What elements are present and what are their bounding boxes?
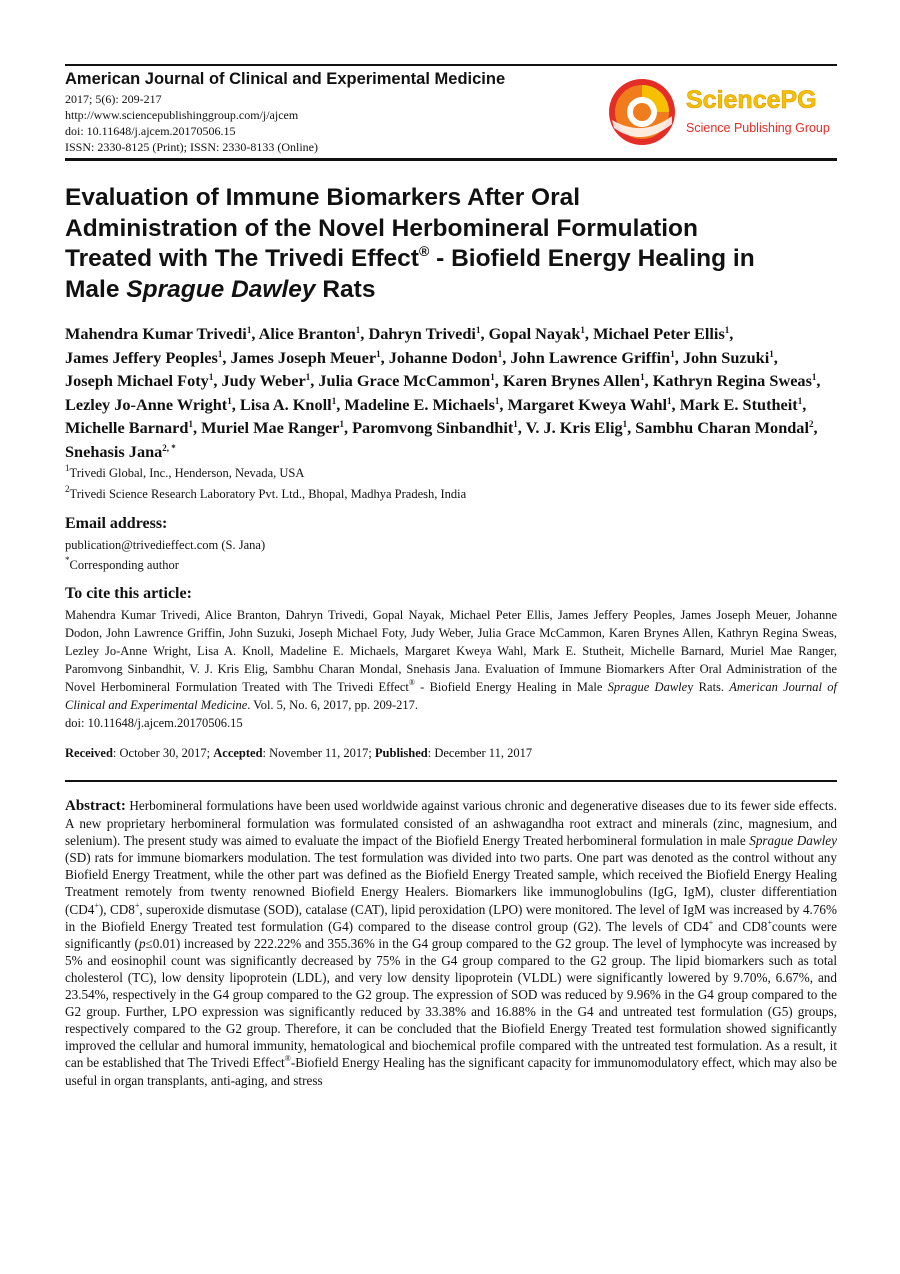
author-name: Michael Peter Ellis$^1$ (593, 324, 730, 343)
author-name: Snehasis Jana$^{2, *}$ (65, 441, 176, 461)
author-name: Margaret Kweya Wahl$^1$ (507, 394, 672, 414)
abstract: Abstract: Herbomineral formulations have been used worldwide against various chronic and degenerative diseases due to its fewer side effects. A new proprietary herbomineral formulation was formulated consisted of an ashwagandha root extract and minerals (zinc, magnesium, and selenium). The present study was aimed to evaluate the impact of the Biofield Energy Treated herbomineral formulation in male Sprague Dawley (SD) rats for immune biomarkers modulation. The test formulation was divided into two parts. One part was denoted as the control without any Biofield Energy Treatment, while the other part was defined as the Biofield Energy Treated sample, which received the Biofield Energy Healing Treatment remotely from twenty renowned Biofield Energy Healers. Biomarkers like immunoglobulins (IgG, IgM), cluster differentiation (CD4+), CD8+, superoxide dismutase (SOD), catalase (CAT), lipid peroxidation (LPO) were monitored. The level of IgM was increased by 4.76% in the Biofield Energy Treated test formulation (G4) compared to the disease control group (G2). The levels of CD4+ and CD8+counts were significantly (p≤0.01) increased by 222.22% and 355.36% in the G4 group compared to the G2 group. The level of lymphocyte was increased by 5% and eosinophil count was significantly decreased by 75% in the G4 group compared to the G2 group. The lipid biomarkers such as total cholesterol (TC), low density lipoprotein (LDL), and very low density lipoprotein (VLDL) were significantly lowered by 9.70%, 6.67%, and 23.54%, respectively in the G4 group compared to the G2 group. The expression of SOD was reduced by 9.96% in the G4 group compared to the G2 group. Further, LPO expression was significantly reduced by 33.38% and 16.88% in the G4 and untreated test formulation (G5) groups, respectively compared to the G2 group. Therefore, it can be concluded that the Biofield Energy Treated test formulation showed significantly improved the cellular and humoral immunity, hematological and biochemical profile compared with the untreated test formulation. As a result, it can be established that The Trivedi Effect®-Biofield Energy Healing has the significant capacity for immunomodulatory effect, which may also be useful in organ transplants, anti-aging, and stress (65, 798, 838, 1088)
logo-wordmark: SciencePG (686, 86, 817, 114)
journal-meta (65, 91, 318, 155)
author-name: John Lawrence Griffin$^1$ (510, 347, 675, 367)
author-name: Kathryn Regina Sweas$^1$ (652, 371, 817, 390)
author-name: Mahendra Kumar Trivedi$^1$ (65, 324, 252, 343)
logo-tagline: Science Publishing Group (686, 121, 830, 135)
affiliation-2: $^2$Trivedi Science Research Laboratory Pvt. Ltd., Bhopal, Madhya Pradesh, India (65, 484, 467, 501)
author-name: Judy Weber$^1$ (221, 371, 311, 390)
journal-url[interactable]: http://www.sciencepublishinggroup.com/j/ajcem (65, 108, 299, 122)
sciencepg-logo (606, 76, 838, 152)
article-title: Evaluation of Immune Biomarkers After Oral Administration of the Novel Herbomineral Formulation Treated with The Trivedi Effect® - Biofield Energy Healing in Male Sprague Dawley Rats (65, 184, 755, 303)
author-name: Sambhu Charan Mondal$^2$ (635, 418, 814, 437)
email-heading: Email address: (65, 515, 168, 532)
header-top-rule (65, 64, 837, 66)
author-name: Julia Grace McCammon$^1$ (318, 371, 495, 390)
author-name: Johanne Dodon$^1$ (388, 347, 503, 367)
author-name: Gopal Nayak$^1$ (488, 324, 585, 343)
author-name: Michelle Barnard$^1$ (65, 418, 193, 437)
corresponding-note: *Corresponding author (65, 555, 179, 572)
author-name: Lezley Jo-Anne Wright$^1$ (65, 394, 232, 414)
abstract-label: Abstract: (65, 798, 126, 814)
author-name: Lisa A. Knoll$^1$ (239, 394, 337, 414)
citation-doi[interactable]: doi: 10.11648/j.ajcem.20170506.15 (65, 716, 243, 730)
author-name: Mark E. Stutheit$^1$ (679, 394, 803, 414)
author-name: John Suzuki$^1$ (682, 347, 774, 367)
citation-text: Mahendra Kumar Trivedi, Alice Branton, Dahryn Trivedi, Gopal Nayak, Michael Peter Ellis, James Jeffery Peoples, James Joseph Meuer, Johanne Dodon, John Lawrence Griffin, John Suzuki, Joseph Michael Foty, Judy Weber, Julia Grace McCammon, Karen Brynes Allen, Kathryn Regina Sweas, Lezley Jo-Anne Wright, Lisa A. Knoll, Madeline E. Michaels, Margaret Kweya Wahl, Mark E. Stutheit, Michelle Barnard, Muriel Mae Ranger, Paromvong Sinbandhit, V. J. Kris Elig, Sambhu Charan Mondal, Snehasis Jana. Evaluation of Immune Biomarkers After Oral Administration of the Novel Herbomineral Formulation Treated with The Trivedi Effect® - Biofield Energy Healing in Male Sprague Dawley Rats. American Journal of Clinical and Experimental Medicine. Vol. 5, No. 6, 2017, pp. 209-217. doi: 10.11648/j.ajcem.20170506.15 (65, 608, 837, 730)
journal-name: American Journal of Clinical and Experimental Medicine (65, 70, 506, 88)
author-name: Madeline E. Michaels$^1$ (344, 394, 500, 414)
affiliation-1: $^1$Trivedi Global, Inc., Henderson, Nevada, USA (65, 463, 305, 480)
journal-issue: 2017; 5(6): 209-217 (65, 92, 162, 106)
email-block (65, 535, 265, 575)
author-name: James Joseph Meuer$^1$ (230, 347, 381, 367)
dates-rule (65, 780, 837, 782)
author-name: Karen Brynes Allen$^1$ (502, 371, 645, 390)
author-name: V. J. Kris Elig$^1$ (525, 418, 628, 437)
author-name: James Jeffery Peoples$^1$ (65, 347, 223, 367)
author-name: Muriel Mae Ranger$^1$ (201, 418, 344, 437)
email-address[interactable]: publication@trivedieffect.com (S. Jana) (65, 538, 266, 552)
author-list: Mahendra Kumar Trivedi$^1$, Alice Branton$^1$, Dahryn Trivedi$^1$, Gopal Nayak$^1$, Michael Peter Ellis$^1$, James Jeffery Peoples$^1$, James Joseph Meuer$^1$, Johanne Dodon$^1$, John Lawrence Griffin$^1$, John Suzuki$^1$, Joseph Michael Foty$^1$, Judy Weber$^1$, Julia Grace McCammon$^1$, Karen Brynes Allen$^1$, Kathryn Regina Sweas$^1$, Lezley Jo-Anne Wright$^1$, Lisa A. Knoll$^1$, Madeline E. Michaels$^1$, Margaret Kweya Wahl$^1$, Mark E. Stutheit$^1$, Michelle Barnard$^1$, Muriel Mae Ranger$^1$, Paromvong Sinbandhit$^1$, V. J. Kris Elig$^1$, Sambhu Charan Mondal$^2$, Snehasis Jana$^{2, *}$ (65, 324, 821, 461)
sciencepg-emblem-icon (609, 79, 675, 145)
cite-heading: To cite this article: (65, 585, 192, 602)
author-name: Dahryn Trivedi$^1$ (368, 324, 481, 343)
header-bottom-rule (65, 158, 837, 161)
author-name: Joseph Michael Foty$^1$ (65, 371, 214, 390)
author-name: Paromvong Sinbandhit$^1$ (352, 418, 518, 437)
author-name: Alice Branton$^1$ (258, 324, 361, 343)
article-dates: Received: October 30, 2017; Accepted: November 11, 2017; Published: December 11, 2017 (65, 746, 533, 760)
journal-issn: ISSN: 2330-8125 (Print); ISSN: 2330-8133 (Online) (65, 140, 318, 154)
journal-doi[interactable]: doi: 10.11648/j.ajcem.20170506.15 (65, 124, 236, 138)
